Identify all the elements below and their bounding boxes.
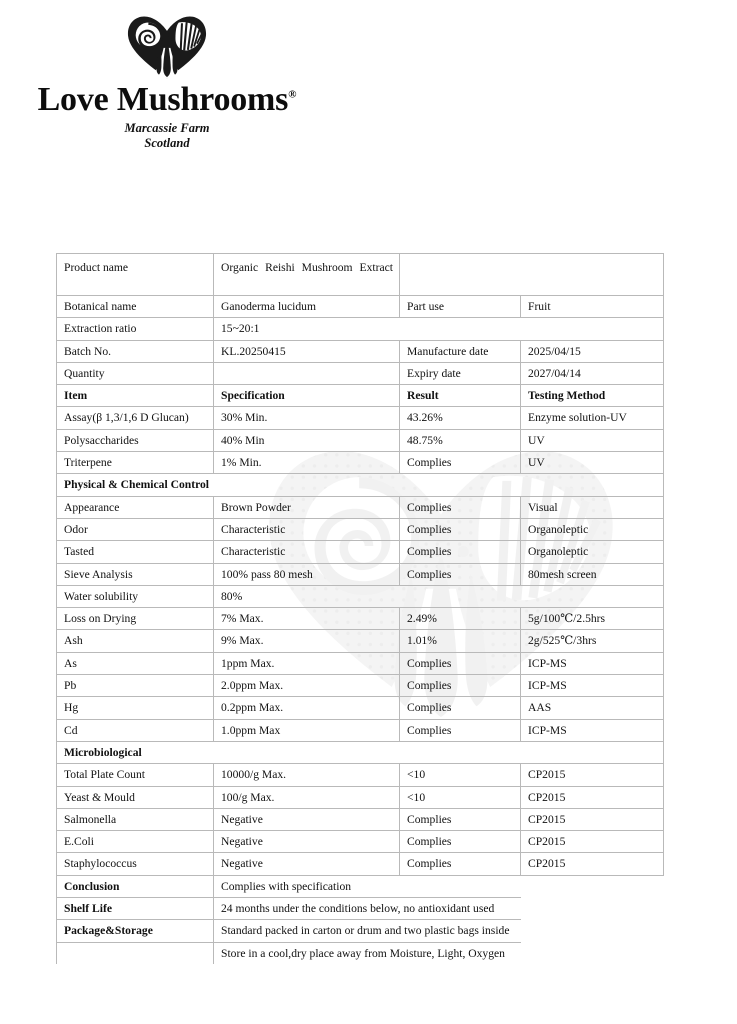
physical-result: Complies <box>400 518 521 540</box>
physical-item: Cd <box>57 719 214 741</box>
conclusion-label: Conclusion <box>57 875 214 897</box>
certificate-of-analysis-table <box>56 253 664 964</box>
micro-specification: 10000/g Max. <box>214 764 400 786</box>
micro-result: Complies <box>400 853 521 875</box>
micro-method: CP2015 <box>521 853 664 875</box>
physical-specification: 9% Max. <box>214 630 400 652</box>
product-name-label: Product name <box>57 254 214 296</box>
micro-specification: Negative <box>214 831 400 853</box>
physical-specification: 100% pass 80 mesh <box>214 563 400 585</box>
physical-specification: 1.0ppm Max <box>214 719 400 741</box>
assay-method: UV <box>521 452 664 474</box>
water-solubility-item: Water solubility <box>57 585 214 607</box>
physical-result: Complies <box>400 496 521 518</box>
micro-specification: Negative <box>214 808 400 830</box>
physical-item: Sieve Analysis <box>57 563 214 585</box>
logo-wordmark <box>38 82 297 118</box>
micro-result: <10 <box>400 786 521 808</box>
section-header-microbiological <box>57 741 664 763</box>
assay-result: Complies <box>400 452 521 474</box>
assay-item: Polysaccharides <box>57 429 214 451</box>
physical-method: ICP-MS <box>521 675 664 697</box>
part-use-label: Part use <box>400 296 521 318</box>
shelf-life-label: Shelf Life <box>57 898 214 920</box>
physical-chemical-section-title: Physical & Chemical Control <box>57 474 664 496</box>
physical-item: Loss on Drying <box>57 608 214 630</box>
table-column-header-row <box>57 385 664 407</box>
physical-item: Hg <box>57 697 214 719</box>
storage-note-value: Store in a cool,dry place away from Moisture, Light, Oxygen <box>214 942 521 964</box>
logo-tagline-farm: Marcassie Farm <box>124 120 210 135</box>
micro-method: CP2015 <box>521 786 664 808</box>
logo-tagline <box>22 121 312 152</box>
physical-method: AAS <box>521 697 664 719</box>
microbiological-section-title: Microbiological <box>57 741 664 763</box>
assay-specification: 40% Min <box>214 429 400 451</box>
botanical-name-value: Ganoderma lucidum <box>214 296 400 318</box>
shelf-life-value: 24 months under the conditions below, no antioxidant used <box>214 898 521 920</box>
table-row <box>57 518 664 540</box>
physical-specification: 0.2ppm Max. <box>214 697 400 719</box>
micro-method: CP2015 <box>521 831 664 853</box>
table-row <box>57 764 664 786</box>
assay-result: 48.75% <box>400 429 521 451</box>
batch-no-value: KL.20250415 <box>214 340 400 362</box>
micro-method: CP2015 <box>521 808 664 830</box>
table-row <box>57 496 664 518</box>
physical-specification: Characteristic <box>214 541 400 563</box>
physical-result: 1.01% <box>400 630 521 652</box>
table-row <box>57 608 664 630</box>
package-storage-value: Standard packed in carton or drum and two plastic bags inside <box>214 920 521 942</box>
quantity-label: Quantity <box>57 362 214 384</box>
table-row <box>57 675 664 697</box>
table-row <box>57 719 664 741</box>
table-row-botanical-name <box>57 296 664 318</box>
micro-item: E.Coli <box>57 831 214 853</box>
table-row-conclusion <box>57 875 664 897</box>
physical-result: Complies <box>400 541 521 563</box>
physical-result: Complies <box>400 719 521 741</box>
micro-item: Staphylococcus <box>57 853 214 875</box>
manufacture-date-value: 2025/04/15 <box>521 340 664 362</box>
part-use-value: Fruit <box>521 296 664 318</box>
package-storage-label: Package&Storage <box>57 920 214 942</box>
physical-method: ICP-MS <box>521 719 664 741</box>
assay-specification: 1% Min. <box>214 452 400 474</box>
product-name-value: Organic Reishi Mushroom Extract <box>214 254 400 296</box>
column-header-specification: Specification <box>214 385 400 407</box>
physical-method: Visual <box>521 496 664 518</box>
physical-result: Complies <box>400 563 521 585</box>
assay-method: UV <box>521 429 664 451</box>
table-row <box>57 407 664 429</box>
company-logo-block <box>22 14 312 151</box>
table-row-extraction-ratio <box>57 318 664 340</box>
logo-wordmark-text: Love Mushrooms <box>37 81 289 118</box>
physical-item: Pb <box>57 675 214 697</box>
assay-item: Assay(β 1,3/1,6 D Glucan) <box>57 407 214 429</box>
section-header-physical-chemical <box>57 474 664 496</box>
micro-method: CP2015 <box>521 764 664 786</box>
table-row <box>57 563 664 585</box>
physical-specification: 1ppm Max. <box>214 652 400 674</box>
micro-result: Complies <box>400 808 521 830</box>
physical-specification: Brown Powder <box>214 496 400 518</box>
physical-item: Appearance <box>57 496 214 518</box>
table-row-product-name <box>57 254 664 296</box>
physical-item: Tasted <box>57 541 214 563</box>
table-row <box>57 452 664 474</box>
column-header-result: Result <box>400 385 521 407</box>
physical-specification: 7% Max. <box>214 608 400 630</box>
table-row-water-solubility <box>57 585 664 607</box>
physical-method: Organoleptic <box>521 541 664 563</box>
physical-method: 80mesh screen <box>521 563 664 585</box>
table-row-storage-note <box>57 942 664 964</box>
expiry-date-label: Expiry date <box>400 362 521 384</box>
water-solubility-specification: 80% <box>214 585 664 607</box>
physical-method: 5g/100℃/2.5hrs <box>521 608 664 630</box>
physical-specification: Characteristic <box>214 518 400 540</box>
extraction-ratio-value: 15~20:1 <box>214 318 664 340</box>
micro-result: <10 <box>400 764 521 786</box>
logo-tagline-country: Scotland <box>144 135 190 150</box>
table-row <box>57 429 664 451</box>
table-row-quantity <box>57 362 664 384</box>
table-row-shelf-life <box>57 898 664 920</box>
physical-result: 2.49% <box>400 608 521 630</box>
physical-method: ICP-MS <box>521 652 664 674</box>
physical-result: Complies <box>400 652 521 674</box>
storage-note-label <box>57 942 214 964</box>
batch-no-label: Batch No. <box>57 340 214 362</box>
storage-note-spacer <box>521 942 664 964</box>
assay-method: Enzyme solution-UV <box>521 407 664 429</box>
assay-specification: 30% Min. <box>214 407 400 429</box>
table-row <box>57 808 664 830</box>
micro-item: Total Plate Count <box>57 764 214 786</box>
column-header-testing-method: Testing Method <box>521 385 664 407</box>
physical-item: Odor <box>57 518 214 540</box>
expiry-date-value: 2027/04/14 <box>521 362 664 384</box>
quantity-value <box>214 362 400 384</box>
physical-result: Complies <box>400 675 521 697</box>
extraction-ratio-label: Extraction ratio <box>57 318 214 340</box>
product-name-empty-cell <box>400 254 664 296</box>
registered-trademark-icon: ® <box>288 88 297 101</box>
table-row <box>57 652 664 674</box>
physical-method: Organoleptic <box>521 518 664 540</box>
micro-item: Yeast & Mould <box>57 786 214 808</box>
physical-specification: 2.0ppm Max. <box>214 675 400 697</box>
table-row <box>57 541 664 563</box>
heart-mushroom-logo-icon <box>124 14 210 80</box>
conclusion-value: Complies with specification <box>214 875 521 897</box>
table-row <box>57 630 664 652</box>
table-row <box>57 831 664 853</box>
physical-method: 2g/525℃/3hrs <box>521 630 664 652</box>
micro-specification: Negative <box>214 853 400 875</box>
shelf-life-spacer <box>521 898 664 920</box>
table-row-batch-no <box>57 340 664 362</box>
manufacture-date-label: Manufacture date <box>400 340 521 362</box>
assay-result: 43.26% <box>400 407 521 429</box>
botanical-name-label: Botanical name <box>57 296 214 318</box>
table-row-package-storage <box>57 920 664 942</box>
table-row <box>57 697 664 719</box>
physical-result: Complies <box>400 697 521 719</box>
package-storage-spacer <box>521 920 664 942</box>
assay-item: Triterpene <box>57 452 214 474</box>
physical-item: As <box>57 652 214 674</box>
micro-specification: 100/g Max. <box>214 786 400 808</box>
table-row <box>57 786 664 808</box>
micro-item: Salmonella <box>57 808 214 830</box>
micro-result: Complies <box>400 831 521 853</box>
physical-item: Ash <box>57 630 214 652</box>
conclusion-spacer <box>521 875 664 897</box>
column-header-item: Item <box>57 385 214 407</box>
table-row <box>57 853 664 875</box>
